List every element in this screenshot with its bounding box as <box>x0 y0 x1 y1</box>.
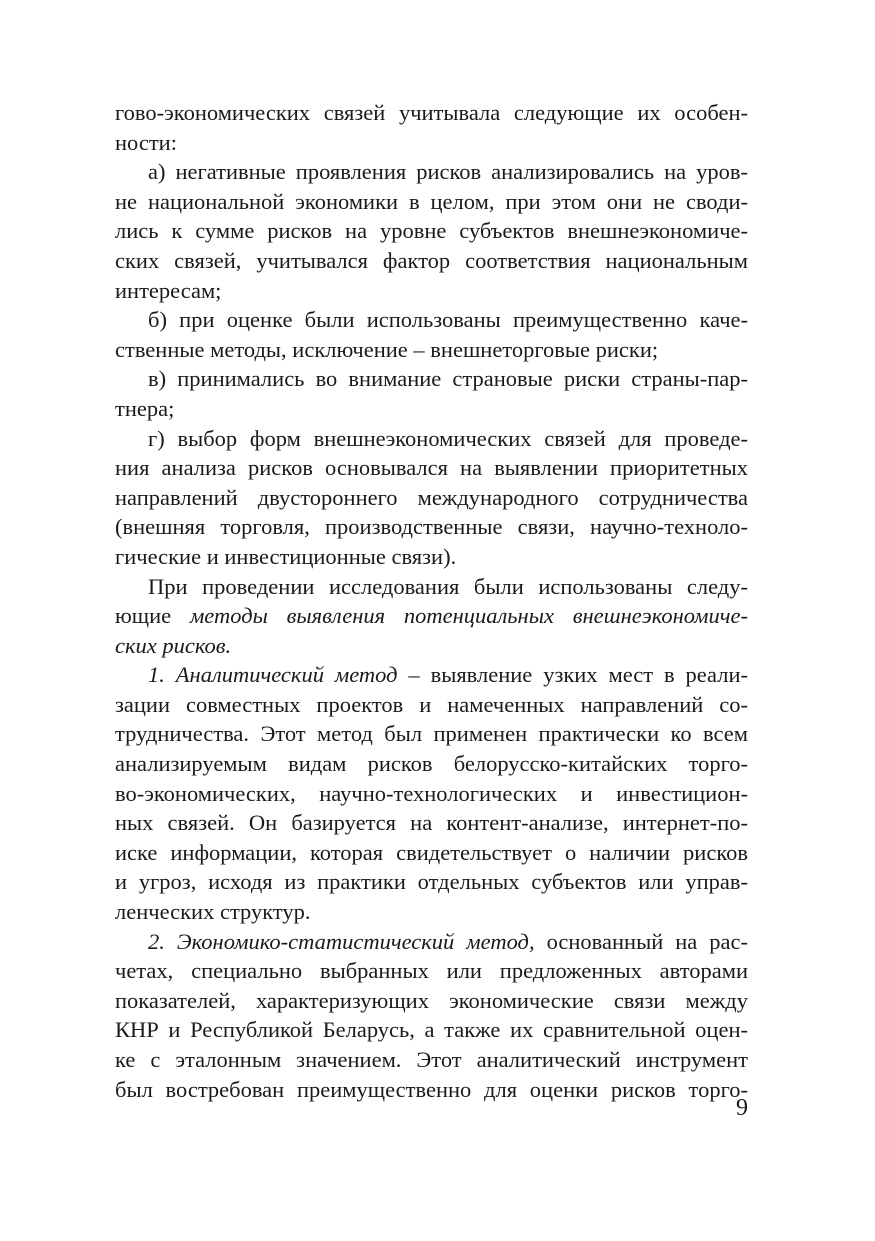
text-line <box>115 187 748 217</box>
text-segment: а) негативные проявления рисков анализировались на уров- <box>148 159 748 185</box>
text-segment: ке с эталонным значением. Этот аналитический инструмент <box>115 1047 748 1072</box>
italic-text-segment: методы выявления потенциальных внешнеэкономиче- <box>189 603 748 629</box>
text-line <box>115 364 748 394</box>
text-line <box>115 394 748 424</box>
text-line <box>115 1015 748 1045</box>
text-line <box>115 157 748 187</box>
text-segment: ленческих структур. <box>115 899 311 925</box>
text-line <box>115 631 748 661</box>
text-segment: в) принимались во внимание страновые риски страны-пар- <box>148 366 748 392</box>
text-line <box>115 779 748 809</box>
text-segment: трудничества. Этот метод был применен практически ко всем <box>115 721 748 747</box>
text-line <box>115 719 748 749</box>
text-line <box>115 246 748 276</box>
text-line <box>115 128 748 158</box>
text-line <box>115 601 748 631</box>
text-segment: гические и инвестиционные связи). <box>115 543 457 569</box>
text-segment: основанный на рас- <box>534 928 749 954</box>
text-line <box>115 483 748 513</box>
text-segment: иске информации, которая свидетельствует о наличии рисков <box>115 839 748 865</box>
text-segment: направлений двустороннего международного сотрудничества <box>115 484 748 510</box>
text-line <box>115 1045 748 1075</box>
text-segment: не национальной экономики в целом, при этом они не своди- <box>115 188 748 214</box>
text-line <box>115 276 748 306</box>
text-line <box>115 453 748 483</box>
text-segment: При проведении исследования были использованы следу- <box>148 573 748 599</box>
text-segment: показателей, характеризующих экономические связи между <box>115 987 748 1013</box>
text-line <box>115 867 748 897</box>
text-line <box>115 335 748 365</box>
text-line <box>115 98 748 128</box>
text-segment: (внешняя торговля, производственные связи, научно-техноло- <box>115 514 748 540</box>
text-line <box>115 956 748 986</box>
page-body <box>115 98 748 1104</box>
text-line <box>115 838 748 868</box>
text-line <box>115 542 748 572</box>
text-segment: г) выбор форм внешнеэкономических связей для проведе- <box>148 425 748 451</box>
text-segment: КНР и Республикой Беларусь, а также их сравнительной оцен- <box>115 1017 748 1043</box>
text-line <box>115 660 748 690</box>
text-line <box>115 216 748 246</box>
text-segment: ных связей. Он базируется на контент-анализе, интернет-по- <box>115 810 748 836</box>
text-segment: ности: <box>115 129 177 155</box>
text-segment: ющие <box>115 603 190 629</box>
text-line <box>115 1075 748 1105</box>
italic-text-segment: 1. Аналитический метод <box>148 662 398 688</box>
italic-text-segment: 2. Экономико-статистический метод, <box>148 928 535 954</box>
text-line <box>115 690 748 720</box>
text-segment: и угроз, исходя из практики отдельных субъектов или управ- <box>115 869 748 895</box>
text-line <box>115 512 748 542</box>
text-line <box>115 897 748 927</box>
text-segment: ских связей, учитывался фактор соответствия национальным <box>115 247 748 273</box>
page-number: 9 <box>736 1095 748 1121</box>
text-line <box>115 305 748 335</box>
text-line <box>115 572 748 602</box>
text-segment: анализируемым видам рисков белорусско-китайских торго- <box>115 751 748 777</box>
text-segment: лись к сумме рисков на уровне субъектов внешнеэкономиче- <box>115 218 748 244</box>
text-line <box>115 424 748 454</box>
text-line <box>115 927 748 957</box>
text-segment: ственные методы, исключение – внешнеторговые риски; <box>115 336 659 362</box>
italic-text-segment: ских рисков. <box>115 632 232 658</box>
text-segment: был востребован преимущественно для оценки рисков торго- <box>115 1076 748 1102</box>
text-segment: четах, специально выбранных или предложенных авторами <box>115 958 748 984</box>
text-line <box>115 986 748 1016</box>
text-segment: интересам; <box>115 277 222 303</box>
text-line <box>115 808 748 838</box>
text-segment: зации совместных проектов и намеченных направлений со- <box>115 691 748 717</box>
text-segment: – выявление узких мест в реали- <box>397 662 748 688</box>
text-segment: б) при оценке были использованы преимущественно каче- <box>148 307 748 333</box>
text-line <box>115 749 748 779</box>
text-segment: тнера; <box>115 395 175 421</box>
text-segment: гово-экономических связей учитывала следующие их особен- <box>115 100 748 125</box>
text-segment: ния анализа рисков основывался на выявлении приоритетных <box>115 455 748 481</box>
text-segment: во-экономических, научно-технологических и инвестицион- <box>115 780 748 806</box>
text-block <box>115 98 748 1104</box>
